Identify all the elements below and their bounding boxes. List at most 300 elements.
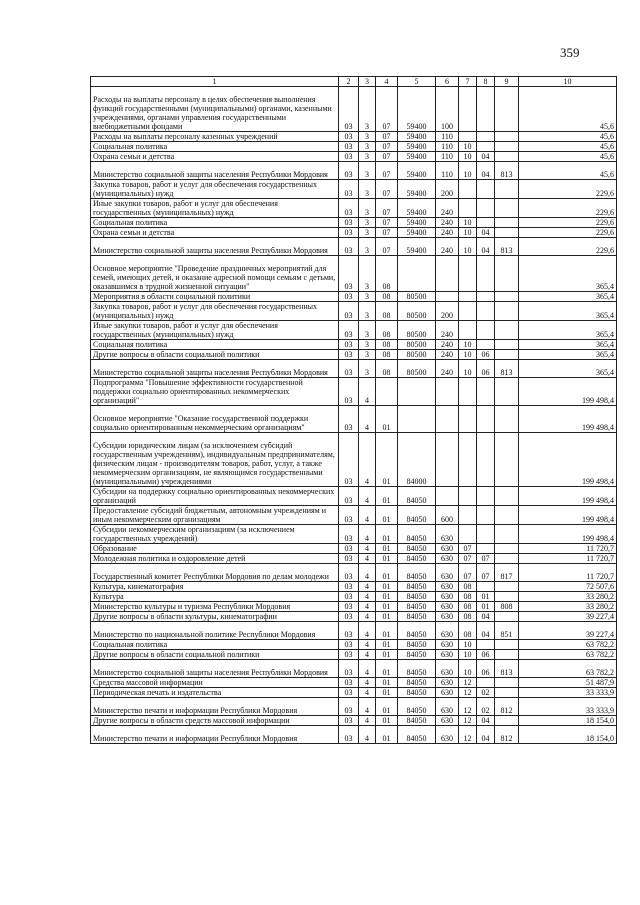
code-cell <box>477 256 495 292</box>
code-cell: 240 <box>436 238 459 256</box>
code-cell: 240 <box>436 360 459 378</box>
header-cell: 9 <box>495 77 519 87</box>
row-name-cell: Министерство социальной защиты населения Республики Мордовия <box>91 360 339 378</box>
code-cell <box>477 525 495 544</box>
code-cell <box>477 132 495 142</box>
code-cell <box>459 87 477 132</box>
amount-cell: 11 720,7 <box>519 564 617 582</box>
code-cell: 813 <box>495 360 519 378</box>
code-cell: 03 <box>339 406 359 433</box>
code-cell: 4 <box>359 487 376 506</box>
amount-cell: 229,6 <box>519 180 617 199</box>
code-cell: 4 <box>359 640 376 650</box>
amount-cell: 11 720,7 <box>519 554 617 564</box>
code-cell: 110 <box>436 162 459 180</box>
code-cell: 4 <box>359 688 376 698</box>
code-cell <box>436 487 459 506</box>
code-cell: 4 <box>359 650 376 660</box>
code-cell: 01 <box>376 406 398 433</box>
code-cell: 3 <box>359 152 376 162</box>
code-cell <box>477 87 495 132</box>
code-cell: 240 <box>436 350 459 360</box>
code-cell: 4 <box>359 716 376 726</box>
code-cell <box>459 199 477 218</box>
code-cell: 03 <box>339 564 359 582</box>
code-cell: 01 <box>376 602 398 612</box>
code-cell: 08 <box>376 360 398 378</box>
code-cell: 01 <box>376 544 398 554</box>
code-cell: 03 <box>339 162 359 180</box>
code-cell: 03 <box>339 716 359 726</box>
code-cell <box>495 256 519 292</box>
code-cell: 84050 <box>398 650 436 660</box>
table-row <box>91 340 617 350</box>
table-row <box>91 152 617 162</box>
row-name-cell: Молодежная политика и оздоровление детей <box>91 554 339 564</box>
table-row <box>91 87 617 132</box>
table-row <box>91 378 617 406</box>
code-cell <box>477 582 495 592</box>
code-cell: 08 <box>376 302 398 321</box>
code-cell: 01 <box>376 612 398 622</box>
code-cell <box>459 378 477 406</box>
amount-cell: 33 280,2 <box>519 602 617 612</box>
code-cell: 03 <box>339 340 359 350</box>
code-cell: 07 <box>376 228 398 238</box>
code-cell: 08 <box>459 582 477 592</box>
code-cell: 03 <box>339 592 359 602</box>
row-name-cell: Закупка товаров, работ и услуг для обеспечения государственных (муниципальных) нужд <box>91 302 339 321</box>
code-cell: 03 <box>339 487 359 506</box>
code-cell: 80500 <box>398 360 436 378</box>
code-cell <box>477 487 495 506</box>
code-cell <box>398 406 436 433</box>
amount-cell: 45,6 <box>519 152 617 162</box>
code-cell <box>477 506 495 525</box>
row-name-cell: Социальная политика <box>91 640 339 650</box>
code-cell: 01 <box>376 688 398 698</box>
code-cell: 03 <box>339 554 359 564</box>
table-row <box>91 433 617 487</box>
code-cell: 10 <box>459 660 477 678</box>
row-name-cell: Другие вопросы в области средств массовой информации <box>91 716 339 726</box>
code-cell: 08 <box>376 256 398 292</box>
row-name-cell: Другие вопросы в области социальной политики <box>91 350 339 360</box>
code-cell: 10 <box>459 350 477 360</box>
table-row <box>91 726 617 744</box>
code-cell: 4 <box>359 678 376 688</box>
code-cell: 08 <box>459 602 477 612</box>
header-cell: 6 <box>436 77 459 87</box>
table-row <box>91 199 617 218</box>
code-cell <box>495 612 519 622</box>
code-cell <box>398 256 436 292</box>
table-row <box>91 698 617 716</box>
code-cell: 03 <box>339 180 359 199</box>
code-cell <box>495 544 519 554</box>
row-name-cell: Периодическая печать и издательства <box>91 688 339 698</box>
code-cell <box>495 582 519 592</box>
row-name-cell: Другие вопросы в области социальной политики <box>91 650 339 660</box>
code-cell: 3 <box>359 321 376 340</box>
code-cell: 03 <box>339 350 359 360</box>
code-cell: 07 <box>376 152 398 162</box>
code-cell <box>398 378 436 406</box>
code-cell: 06 <box>477 660 495 678</box>
code-cell: 630 <box>436 660 459 678</box>
code-cell <box>495 350 519 360</box>
table-row <box>91 292 617 302</box>
row-name-cell: Иные закупки товаров, работ и услуг для обеспечения государственных (муниципальных) нужд <box>91 321 339 340</box>
code-cell: 3 <box>359 180 376 199</box>
amount-cell: 45,6 <box>519 87 617 132</box>
code-cell <box>477 678 495 688</box>
code-cell: 03 <box>339 660 359 678</box>
row-name-cell: Культура, кинематография <box>91 582 339 592</box>
table-row <box>91 360 617 378</box>
code-cell: 01 <box>376 678 398 688</box>
code-cell: 07 <box>376 218 398 228</box>
code-cell: 01 <box>376 592 398 602</box>
row-name-cell: Субсидии на поддержку социально ориентированных некоммерческих организаций <box>91 487 339 506</box>
code-cell <box>459 321 477 340</box>
code-cell: 07 <box>477 564 495 582</box>
code-cell: 07 <box>477 554 495 564</box>
code-cell: 01 <box>477 592 495 602</box>
code-cell: 03 <box>339 433 359 487</box>
amount-cell: 229,6 <box>519 199 617 218</box>
amount-cell: 51 487,9 <box>519 678 617 688</box>
code-cell: 630 <box>436 554 459 564</box>
code-cell <box>477 142 495 152</box>
code-cell: 110 <box>436 142 459 152</box>
amount-cell: 39 227,4 <box>519 612 617 622</box>
code-cell: 80500 <box>398 292 436 302</box>
code-cell: 59400 <box>398 199 436 218</box>
table-row <box>91 487 617 506</box>
code-cell <box>376 378 398 406</box>
code-cell: 03 <box>339 132 359 142</box>
amount-cell: 33 280,2 <box>519 592 617 602</box>
code-cell: 59400 <box>398 228 436 238</box>
table-row <box>91 256 617 292</box>
row-name-cell: Средства массовой информации <box>91 678 339 688</box>
code-cell: 59400 <box>398 162 436 180</box>
code-cell: 06 <box>477 650 495 660</box>
code-cell: 110 <box>436 132 459 142</box>
code-cell: 10 <box>459 640 477 650</box>
row-name-cell: Культура <box>91 592 339 602</box>
code-cell <box>495 87 519 132</box>
code-cell: 07 <box>459 544 477 554</box>
row-name-cell: Социальная политика <box>91 142 339 152</box>
code-cell: 04 <box>477 612 495 622</box>
table-row <box>91 142 617 152</box>
code-cell: 630 <box>436 602 459 612</box>
code-cell <box>436 256 459 292</box>
code-cell: 04 <box>477 162 495 180</box>
code-cell: 80500 <box>398 321 436 340</box>
amount-cell: 199 498,4 <box>519 487 617 506</box>
amount-cell: 33 333,9 <box>519 698 617 716</box>
code-cell: 4 <box>359 544 376 554</box>
code-cell: 80500 <box>398 302 436 321</box>
code-cell: 59400 <box>398 238 436 256</box>
code-cell: 851 <box>495 622 519 640</box>
code-cell <box>459 256 477 292</box>
code-cell: 4 <box>359 592 376 602</box>
code-cell <box>477 340 495 350</box>
code-cell <box>477 321 495 340</box>
code-cell: 03 <box>339 650 359 660</box>
code-cell: 03 <box>339 218 359 228</box>
code-cell <box>477 218 495 228</box>
row-name-cell: Основное мероприятие "Оказание государственной поддержки социально ориентированным некоммерческим организациям" <box>91 406 339 433</box>
code-cell: 84050 <box>398 698 436 716</box>
code-cell <box>436 378 459 406</box>
code-cell: 04 <box>477 716 495 726</box>
page-number: 359 <box>560 45 580 60</box>
code-cell: 3 <box>359 340 376 350</box>
amount-cell: 365,4 <box>519 256 617 292</box>
row-name-cell: Министерство по национальной политике Республики Мордовия <box>91 622 339 640</box>
code-cell: 08 <box>376 340 398 350</box>
table-row <box>91 544 617 554</box>
code-cell: 03 <box>339 378 359 406</box>
row-name-cell: Мероприятия в области социальной политики <box>91 292 339 302</box>
table-row <box>91 582 617 592</box>
code-cell <box>495 506 519 525</box>
code-cell <box>477 199 495 218</box>
table-row <box>91 564 617 582</box>
code-cell <box>459 180 477 199</box>
header-cell: 3 <box>359 77 376 87</box>
amount-cell: 11 720,7 <box>519 544 617 554</box>
code-cell: 84050 <box>398 622 436 640</box>
row-name-cell: Образование <box>91 544 339 554</box>
amount-cell: 365,4 <box>519 340 617 350</box>
table-row <box>91 592 617 602</box>
table-row <box>91 406 617 433</box>
code-cell: 3 <box>359 162 376 180</box>
code-cell: 84050 <box>398 525 436 544</box>
code-cell <box>495 180 519 199</box>
code-cell: 630 <box>436 525 459 544</box>
row-name-cell: Основное мероприятие "Проведение праздничных мероприятий для семей, имеющих детей, и оказание адресной помощи семьям с детьми, оказавшимся в трудной жизненной ситуации" <box>91 256 339 292</box>
code-cell: 07 <box>376 87 398 132</box>
code-cell: 59400 <box>398 180 436 199</box>
code-cell: 84050 <box>398 612 436 622</box>
table-row <box>91 554 617 564</box>
code-cell: 630 <box>436 650 459 660</box>
code-cell <box>477 433 495 487</box>
code-cell: 03 <box>339 228 359 238</box>
code-cell: 240 <box>436 218 459 228</box>
row-name-cell: Другие вопросы в области культуры, кинематографии <box>91 612 339 622</box>
code-cell: 03 <box>339 142 359 152</box>
code-cell: 03 <box>339 612 359 622</box>
code-cell: 630 <box>436 698 459 716</box>
code-cell: 08 <box>459 612 477 622</box>
code-cell: 110 <box>436 152 459 162</box>
table-row <box>91 602 617 612</box>
code-cell: 4 <box>359 622 376 640</box>
code-cell: 240 <box>436 228 459 238</box>
code-cell: 84050 <box>398 564 436 582</box>
code-cell: 01 <box>376 716 398 726</box>
row-name-cell: Социальная политика <box>91 218 339 228</box>
amount-cell: 229,6 <box>519 238 617 256</box>
code-cell <box>459 302 477 321</box>
code-cell: 01 <box>376 640 398 650</box>
row-name-cell: Иные закупки товаров, работ и услуг для обеспечения государственных (муниципальных) нужд <box>91 199 339 218</box>
code-cell <box>477 640 495 650</box>
code-cell: 240 <box>436 199 459 218</box>
row-name-cell: Охрана семьи и детства <box>91 228 339 238</box>
amount-cell: 45,6 <box>519 132 617 142</box>
table-row <box>91 660 617 678</box>
code-cell <box>477 378 495 406</box>
code-cell: 08 <box>376 321 398 340</box>
code-cell: 630 <box>436 544 459 554</box>
code-cell: 03 <box>339 582 359 592</box>
code-cell: 01 <box>376 525 398 544</box>
code-cell: 03 <box>339 622 359 640</box>
code-cell: 4 <box>359 554 376 564</box>
code-cell: 03 <box>339 525 359 544</box>
code-cell: 04 <box>477 726 495 744</box>
code-cell: 84050 <box>398 592 436 602</box>
table-row <box>91 350 617 360</box>
code-cell: 01 <box>376 582 398 592</box>
header-cell: 10 <box>519 77 617 87</box>
code-cell: 4 <box>359 406 376 433</box>
header-cell: 4 <box>376 77 398 87</box>
header-cell: 1 <box>91 77 339 87</box>
code-cell <box>459 406 477 433</box>
table-row <box>91 132 617 142</box>
code-cell: 3 <box>359 142 376 152</box>
amount-cell: 365,4 <box>519 321 617 340</box>
row-name-cell: Министерство культуры и туризма Республики Мордовия <box>91 602 339 612</box>
amount-cell: 63 782,2 <box>519 660 617 678</box>
table-row <box>91 162 617 180</box>
code-cell: 01 <box>376 506 398 525</box>
code-cell: 59400 <box>398 132 436 142</box>
code-cell: 07 <box>376 142 398 152</box>
budget-table <box>90 76 617 744</box>
code-cell: 04 <box>477 622 495 640</box>
code-cell: 01 <box>376 698 398 716</box>
code-cell: 84050 <box>398 554 436 564</box>
code-cell: 200 <box>436 180 459 199</box>
code-cell: 10 <box>459 152 477 162</box>
code-cell: 03 <box>339 544 359 554</box>
code-cell: 630 <box>436 592 459 602</box>
code-cell <box>459 487 477 506</box>
code-cell: 07 <box>459 554 477 564</box>
code-cell: 4 <box>359 433 376 487</box>
code-cell: 80500 <box>398 340 436 350</box>
code-cell: 03 <box>339 321 359 340</box>
code-cell: 03 <box>339 292 359 302</box>
code-cell: 03 <box>339 640 359 650</box>
amount-cell: 72 507,6 <box>519 582 617 592</box>
code-cell: 03 <box>339 602 359 612</box>
amount-cell: 33 333,9 <box>519 688 617 698</box>
code-cell: 08 <box>376 350 398 360</box>
code-cell <box>495 406 519 433</box>
amount-cell: 365,4 <box>519 350 617 360</box>
code-cell: 630 <box>436 726 459 744</box>
code-cell: 03 <box>339 256 359 292</box>
code-cell: 08 <box>459 592 477 602</box>
row-name-cell: Расходы на выплаты персоналу в целях обеспечения выполнения функций государственными (муниципальными) органами, казенными учреждениями, органами управления государственными внебюджетными фондами <box>91 87 339 132</box>
code-cell: 813 <box>495 162 519 180</box>
table-row <box>91 716 617 726</box>
code-cell: 03 <box>339 238 359 256</box>
amount-cell: 63 782,2 <box>519 650 617 660</box>
table-row <box>91 506 617 525</box>
code-cell: 84050 <box>398 544 436 554</box>
code-cell: 813 <box>495 660 519 678</box>
code-cell <box>436 433 459 487</box>
code-cell: 3 <box>359 292 376 302</box>
code-cell <box>459 292 477 302</box>
code-cell: 4 <box>359 378 376 406</box>
code-cell: 84050 <box>398 602 436 612</box>
header-cell: 5 <box>398 77 436 87</box>
code-cell: 59400 <box>398 218 436 228</box>
code-cell: 3 <box>359 218 376 228</box>
code-cell <box>459 433 477 487</box>
code-cell: 813 <box>495 238 519 256</box>
code-cell: 59400 <box>398 142 436 152</box>
amount-cell: 199 498,4 <box>519 506 617 525</box>
code-cell: 630 <box>436 564 459 582</box>
code-cell: 03 <box>339 506 359 525</box>
code-cell: 84000 <box>398 433 436 487</box>
code-cell: 808 <box>495 602 519 612</box>
code-cell: 630 <box>436 716 459 726</box>
code-cell: 3 <box>359 350 376 360</box>
code-cell <box>495 142 519 152</box>
code-cell <box>495 132 519 142</box>
table-row <box>91 218 617 228</box>
amount-cell: 18 154,0 <box>519 726 617 744</box>
code-cell: 630 <box>436 688 459 698</box>
code-cell: 07 <box>376 132 398 142</box>
code-cell: 3 <box>359 199 376 218</box>
row-name-cell: Охрана семьи и детства <box>91 152 339 162</box>
amount-cell: 199 498,4 <box>519 525 617 544</box>
code-cell: 10 <box>459 218 477 228</box>
amount-cell: 199 498,4 <box>519 433 617 487</box>
code-cell: 10 <box>459 142 477 152</box>
row-name-cell: Субсидии некоммерческим организациям (за исключением государственных учреждений) <box>91 525 339 544</box>
amount-cell: 199 498,4 <box>519 378 617 406</box>
code-cell: 10 <box>459 228 477 238</box>
code-cell: 12 <box>459 726 477 744</box>
code-cell: 07 <box>376 180 398 199</box>
code-cell: 07 <box>376 238 398 256</box>
code-cell <box>459 525 477 544</box>
code-cell <box>436 292 459 302</box>
code-cell: 84050 <box>398 506 436 525</box>
code-cell: 12 <box>459 688 477 698</box>
amount-cell: 63 782,2 <box>519 640 617 650</box>
code-cell: 3 <box>359 360 376 378</box>
